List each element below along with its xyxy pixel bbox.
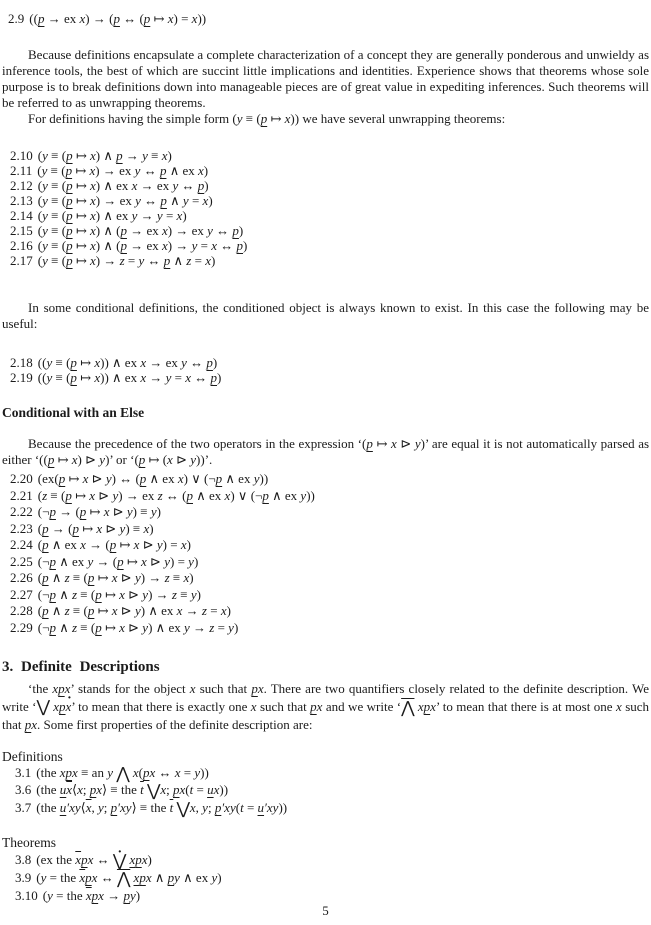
theorem-row (10, 193, 649, 208)
theorem-formula: (y ≡ (p ↦ x) ∧ (p → ex x) → ex y ↔ p) (37, 223, 244, 238)
definition-number: 3.6 (15, 782, 32, 798)
theorem-number: 2.11 (10, 163, 33, 178)
theorem-list-else (10, 471, 649, 636)
theorem-number: 2.14 (10, 208, 33, 223)
theorem-number: 2.17 (10, 253, 33, 268)
theorem-list-definite-description (15, 851, 649, 905)
theorem-row (10, 521, 649, 538)
theorem-row (10, 178, 649, 193)
theorem-row (10, 504, 649, 521)
theorem-number: 2.28 (10, 603, 33, 618)
paragraph-conditional-definitions: In some conditional definitions, the conditioned object is always known to exist. In this case the following may be useful: (2, 300, 649, 331)
theorem-row (10, 603, 649, 620)
theorem-row (10, 488, 649, 505)
theorem-row (10, 537, 649, 554)
subheading-theorems: Theorems (2, 834, 56, 850)
theorem-number: 2.10 (10, 148, 33, 163)
theorem-row (10, 370, 649, 385)
definition-list (15, 765, 649, 817)
theorem-formula: (y ≡ (p ↦ x) ∧ ex x → ex y ↔ p) (37, 178, 209, 193)
theorem-formula: (y ≡ (p ↦ x) ∧ (p → ex x) → y = x ↔ p) (37, 238, 248, 253)
definition-formula: (the $u'xy⟨\overline{x}$, y; p′xy⟩ ≡ the $\overline{t}$ ⋁x, y; p′xy(t = u′xy)) (36, 799, 288, 818)
theorem-row (10, 554, 649, 571)
theorem-row (10, 471, 649, 488)
theorem-list-existence (10, 355, 649, 385)
theorem-formula: (¬p → (p ↦ x ⊳ y) ≡ y) (37, 504, 161, 519)
theorem-number: 2.16 (10, 238, 33, 253)
theorem-row (10, 355, 649, 370)
theorem-formula: (p ∧ ex x → (p ↦ x ⊳ y) = x) (37, 537, 191, 552)
definition-formula: (the xpx ≡ an y ⋀ x(px ↔ x = y)) (36, 765, 209, 784)
theorem-formula: (ex the $\overline{x}px$ ↔ ⋁ · xpx) (36, 852, 152, 867)
theorem-number: 2.25 (10, 553, 33, 569)
theorem-row (10, 223, 649, 238)
section-heading-definite-descriptions: 3. Definite Descriptions (2, 659, 160, 675)
theorem-formula: (y ≡ (p ↦ x) → z = y ↔ p ∧ z = x) (37, 253, 216, 268)
theorem-row (10, 620, 649, 637)
theorem-number: 2.21 (10, 487, 33, 503)
theorem-number: 3.9 (15, 869, 32, 885)
theorem-number: 2.15 (10, 223, 33, 238)
definition-formula: (the $u\overline{x}⟨x$; px⟩ ≡ the $\overline{t}$ ⋁x; px(t = ux)) (36, 782, 229, 801)
theorem-number: 2.20 (10, 471, 33, 486)
theorem-number: 2.29 (10, 619, 33, 635)
theorem-formula: (z ≡ (p ↦ x ⊳ y) → ex z ↔ (p ∧ ex x) ∨ (¬p ∧ ex y)) (37, 487, 315, 503)
theorem-formula: (p → (p ↦ x ⊳ y) ≡ x) (37, 520, 154, 536)
theorem-number: 2.13 (10, 193, 33, 208)
formula-2-9 (8, 11, 649, 27)
paragraph-unwrapping-intro: Because definitions encapsulate a complete characterization of a concept they are generally ponderous and unwieldy as inference tools, the best of which are succint little implications and identities. Experience shows that theorems whose sole purpose is to break definitions down into manageable pieces are of great value in expediting inferences. Such theorems will be referred to as unwrapping theorems. (2, 47, 649, 110)
theorem-number: 2.12 (10, 178, 33, 193)
theorem-row (15, 887, 649, 905)
theorem-formula: (¬p ∧ ex y → (p ↦ x ⊳ y) = y) (37, 553, 199, 569)
definition-number: 3.1 (15, 765, 32, 781)
theorem-number: 2.27 (10, 586, 33, 602)
theorem-row (10, 208, 649, 223)
theorem-number: 2.9 (8, 11, 25, 26)
theorem-formula: (y ≡ (p ↦ x) ∧ ex y → y = x) (37, 208, 187, 223)
theorem-number: 2.24 (10, 537, 33, 552)
paragraph-precedence: Because the precedence of the two operators in the expression ‘(p ↦ x ⊳ y)’ are equal it is not automatically parsed as either ‘((p ↦ x) ⊳ y)’ or ‘(p ↦ (x ⊳ y))’. (2, 436, 650, 467)
theorem-formula: (¬p ∧ z ≡ (p ↦ x ⊳ y) ∧ ex y → z = y) (37, 619, 239, 635)
theorem-number: 3.10 (15, 888, 38, 904)
theorem-row (10, 163, 649, 178)
theorem-row (10, 587, 649, 604)
theorem-formula: (y ≡ (p ↦ x) ∧ p → y ≡ x) (37, 148, 172, 163)
theorem-row (10, 570, 649, 587)
section-heading-conditional-else: Conditional with an Else (2, 405, 145, 420)
definition-row (15, 765, 649, 782)
theorem-formula: (y ≡ (p ↦ x) → ex y ↔ p ∧ ex x) (37, 163, 209, 178)
theorem-formula: ((y ≡ (p ↦ x)) ∧ ex x → y = x ↔ p) (37, 370, 222, 385)
theorem-number: 2.22 (10, 504, 33, 519)
theorem-number: 2.19 (10, 370, 33, 385)
page-number: 5 (322, 903, 329, 918)
theorem-formula: (y ≡ (p ↦ x) → ex y ↔ p ∧ y = x) (37, 193, 213, 208)
paragraph-definite-description-intro: ‘the xpx’ stands for the object x such that px. There are two quantifiers closely related to the definite description. We write ‘⋁ · xpx’ to mean that there is exactly one x such that px and we write ‘⋀ xpx’ to mean that there is at most one x such that px. Some first properties of the definite description are: (2, 680, 649, 733)
theorem-number: 2.23 (10, 520, 33, 536)
definition-number: 3.7 (15, 799, 32, 815)
paragraph-simple-form: For definitions having the simple form (y ≡ (p ↦ x)) we have several unwrapping theorems: (28, 111, 506, 126)
theorem-number: 3.8 (15, 851, 32, 867)
theorem-formula: (y = the $\overline{x}px$ ↔ ⋀ xpx ∧ py ∧ ex y) (36, 869, 222, 888)
theorem-list-unwrapping (10, 148, 649, 268)
theorem-formula: (¬p ∧ z ≡ (p ↦ x ⊳ y) → z ≡ y) (37, 586, 201, 602)
theorem-number: 2.18 (10, 355, 33, 370)
subheading-definitions: Definitions (2, 749, 63, 765)
theorem-formula: ((y ≡ (p ↦ x)) ∧ ex x → ex y ↔ p) (37, 355, 218, 370)
theorem-formula: (p ∧ z ≡ (p ↦ x ⊳ y) → z ≡ x) (37, 570, 194, 585)
theorem-formula: (y = the $\overline{x}px \to py$) (42, 888, 141, 904)
theorem-formula: ((p → ex x) → (p ↔ (p ↦ x) = x)) (29, 11, 207, 26)
theorem-formula: (ex(p ↦ x ⊳ y) ↔ (p ∧ ex x) ∨ (¬p ∧ ex y)) (37, 471, 269, 486)
definition-row (15, 800, 649, 817)
theorem-row (15, 869, 649, 887)
theorem-number: 2.26 (10, 570, 33, 585)
theorem-formula: (p ∧ z ≡ (p ↦ x ⊳ y) ∧ ex x → z = x) (37, 603, 231, 618)
theorem-row (10, 148, 649, 163)
definition-row (15, 782, 649, 799)
theorem-row (15, 851, 649, 869)
theorem-row (10, 253, 649, 268)
theorem-row (10, 238, 649, 253)
